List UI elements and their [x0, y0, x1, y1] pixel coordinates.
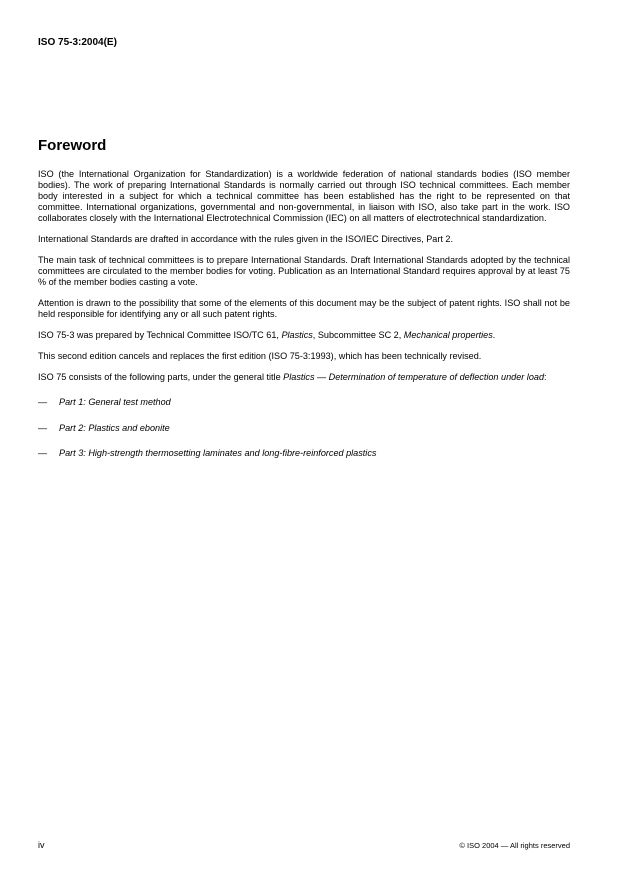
- paragraph-main-task: The main task of technical committees is to prepare International Standards. Draft International Standards adopted by the technical committees are circulated to the member bodies for voting. Publication as an International Standard requires approval by at least 75 % of the member bodies casting a vote.: [38, 255, 570, 287]
- paragraph-directives: International Standards are drafted in accordance with the rules given in the ISO/IEC Directives, Part 2.: [38, 234, 453, 244]
- page-number: iv: [38, 840, 45, 850]
- parts-list: [38, 397, 570, 459]
- parts-intro-end: :: [544, 372, 547, 382]
- paragraph-parts-intro: [38, 372, 570, 383]
- general-title: Plastics — Determination of temperature of deflection under load: [283, 372, 544, 382]
- committee-name: Plastics: [281, 330, 313, 340]
- paragraph-prepared-by: [38, 330, 570, 341]
- dash-bullet: —: [38, 448, 48, 458]
- dash-bullet: —: [38, 422, 48, 433]
- part-title: Part 1: General test method: [59, 397, 171, 407]
- part-title: Part 3: High-strength thermosetting laminates and long-fibre-reinforced plastics: [59, 448, 377, 458]
- subcommittee-text: , Subcommittee SC 2,: [312, 330, 404, 340]
- subcommittee-name: Mechanical properties: [403, 330, 493, 340]
- parts-intro-text: ISO 75 consists of the following parts, under the general title: [38, 372, 284, 382]
- list-item: [38, 423, 570, 434]
- paragraph-iso-intro: ISO (the International Organization for Standardization) is a worldwide federation of national standards bodies (ISO member bodies). The work of preparing International Standards is normally carried out through ISO technical committees. Each member body interested in a subject for which a technical committee has been established has the right to be represented on that committee. International organizations, governmental and non-governmental, in liaison with ISO, also take part in the work. ISO collaborates closely with the International Electrotechnical Commission (IEC) on all matters of electrotechnical standardization.: [38, 169, 570, 223]
- dash-bullet: —: [38, 397, 48, 407]
- prepared-by-end: .: [492, 330, 496, 340]
- list-item: [38, 448, 570, 459]
- foreword-body: [38, 169, 570, 474]
- part-title: Part 2: Plastics and ebonite: [59, 422, 170, 433]
- prepared-by-text: ISO 75-3 was prepared by Technical Committee ISO/TC 61,: [38, 330, 282, 340]
- paragraph-edition: This second edition cancels and replaces the first edition (ISO 75-3:1993), which has been technically revised.: [38, 351, 482, 361]
- copyright-notice: © ISO 2004 — All rights reserved: [459, 841, 570, 850]
- list-item: [38, 397, 570, 408]
- paragraph-patent-rights: Attention is drawn to the possibility that some of the elements of this document may be the subject of patent rights. ISO shall not be held responsible for identifying any or all such patent rights.: [38, 298, 570, 319]
- page-title: Foreword: [38, 137, 107, 154]
- document-header: ISO 75-3:2004(E): [38, 37, 117, 48]
